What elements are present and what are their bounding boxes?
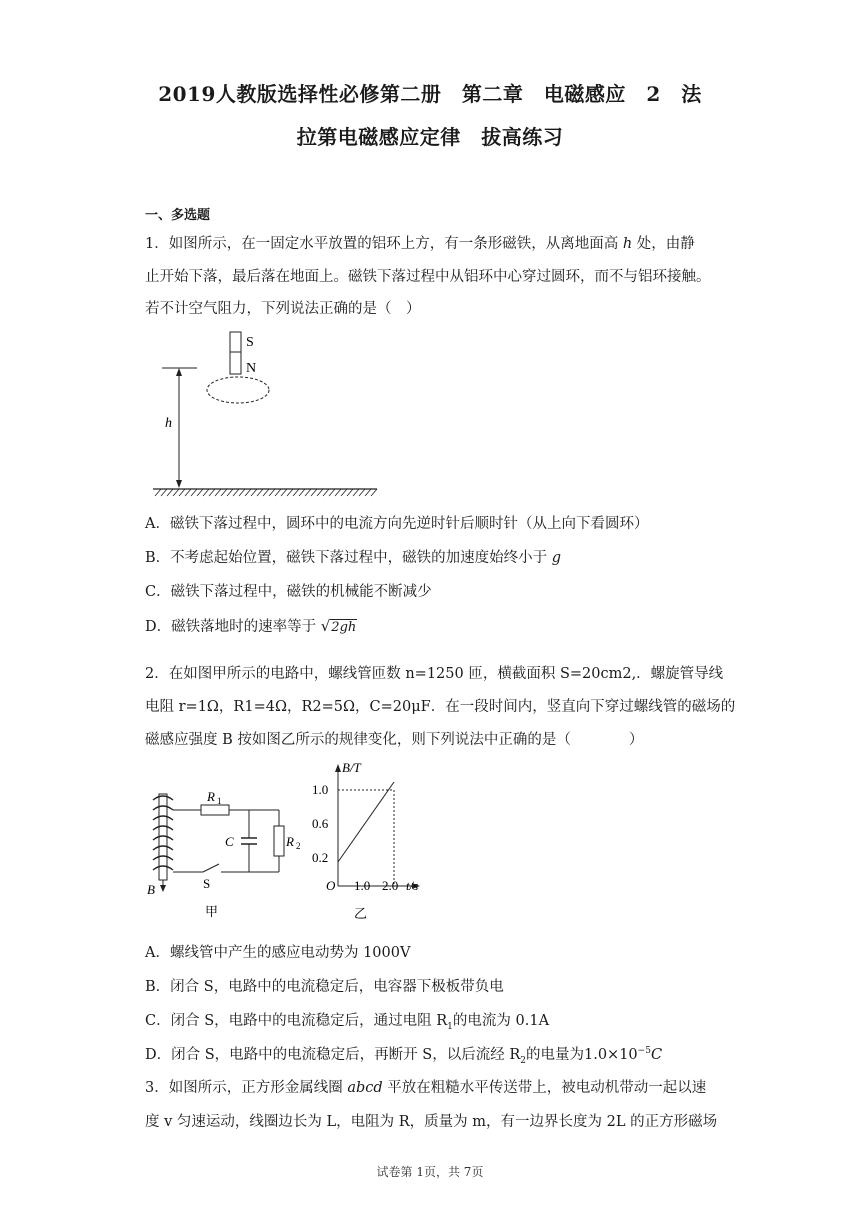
q1-line-2: 止开始下落，最后落在地面上。磁铁下落过程中从铝环中心穿过圆环，而不与铝环接触。 [145, 269, 711, 285]
q2-line-3: 磁感应强度 B 按如图乙所示的规律变化，则下列说法中正确的是（ ） [145, 732, 644, 748]
b-label: B [147, 882, 155, 897]
caption-yi: 乙 [354, 907, 368, 922]
y-axis-label: B/T [342, 760, 361, 775]
q1-figure [145, 326, 385, 498]
caption-jia: 甲 [205, 905, 219, 920]
svg-text:2: 2 [296, 841, 301, 851]
q1-option-b[interactable]: B．不考虑起始位置，磁铁下落过程中，磁铁的加速度始终小于 g [145, 550, 562, 566]
q1-option-c[interactable]: C．磁铁下落过程中，磁铁的机械能不断减少 [145, 584, 432, 600]
q1-option-a[interactable]: A．磁铁下落过程中，圆环中的电流方向先逆时针后顺时针（从上向下看圆环） [145, 516, 649, 532]
xtick-1.0: 1.0 [354, 878, 371, 893]
svg-text:R: R [286, 834, 294, 849]
q2-option-c[interactable]: C．闭合 S，电路中的电流稳定后，通过电阻 $R_1$的电流为 0.1A [145, 1013, 550, 1032]
q2-circuit-figure [145, 786, 305, 922]
height-label: h [165, 416, 172, 431]
ytick-0.6: 0.6 [312, 816, 329, 831]
magnet-n-label: N [246, 361, 257, 376]
title-line-1: 2019人教版选择性必修第二册 第二章 电磁感应 2 法 [158, 82, 702, 106]
q2-graph-figure [308, 758, 438, 922]
q2-line-1: 2．在如图甲所示的电路中，螺线管匝数 n=1250 匝，横截面积 S=20cm2,．螺旋管导线 [145, 666, 724, 682]
q1-line-1: 1．如图所示，在一固定水平放置的铝环上方，有一条形磁铁，从离地面高 h 处，由静 [145, 236, 695, 252]
q1-option-d[interactable]: D．磁铁落地时的速率等于 √2gh [145, 617, 357, 635]
aluminum-ring [207, 377, 269, 403]
q2-line-2: 电阻 r=1Ω，R1=4Ω，R2=5Ω，C=20μF．在一段时间内，竖直向下穿过螺线管的磁场的 [145, 699, 736, 715]
b-t-line [338, 782, 394, 862]
svg-text:C: C [225, 834, 234, 849]
q2-option-b[interactable]: B．闭合 S，电路中的电流稳定后，电容器下极板带负电 [145, 979, 504, 995]
xtick-2.0: 2.0 [382, 878, 399, 893]
x-axis-label: t/s [406, 878, 419, 893]
section-heading: 一、多选题 [145, 208, 211, 223]
page-footer: 试卷第 1页，共 7页 [376, 1165, 484, 1179]
svg-text:S: S [203, 876, 211, 891]
origin-label: O [326, 878, 336, 893]
q2-option-a[interactable]: A．螺线管中产生的感应电动势为 1000V [145, 945, 411, 961]
magnet-s-label: S [246, 335, 254, 350]
q3-line-2: 度 v 匀速运动，线圈边长为 L，电阻为 R，质量为 m，有一边界长度为 2L 的正方形磁场 [145, 1114, 718, 1130]
title-line-2: 拉第电磁感应定律 拔高练习 [296, 125, 564, 149]
resistor-r2 [274, 826, 284, 856]
svg-text:1: 1 [217, 796, 222, 806]
q3-line-1: 3．如图所示，正方形金属线圈 abcd 平放在粗糙水平传送带上，被电动机带动一起以速 [145, 1080, 707, 1096]
switch-s [203, 864, 219, 872]
ytick-1.0: 1.0 [312, 782, 329, 797]
resistor-r1 [201, 805, 229, 815]
sqrt-expression: 2gh [331, 620, 357, 635]
ytick-0.2: 0.2 [312, 850, 329, 865]
q2-option-d[interactable]: D．闭合 S，电路中的电流稳定后，再断开 S，以后流经 $R_2$的电量为$1.0\times 10^{-5}C$ [145, 1046, 663, 1066]
q1-line-3: 若不计空气阻力，下列说法正确的是（ ） [145, 301, 421, 317]
svg-text:R: R [207, 789, 215, 804]
